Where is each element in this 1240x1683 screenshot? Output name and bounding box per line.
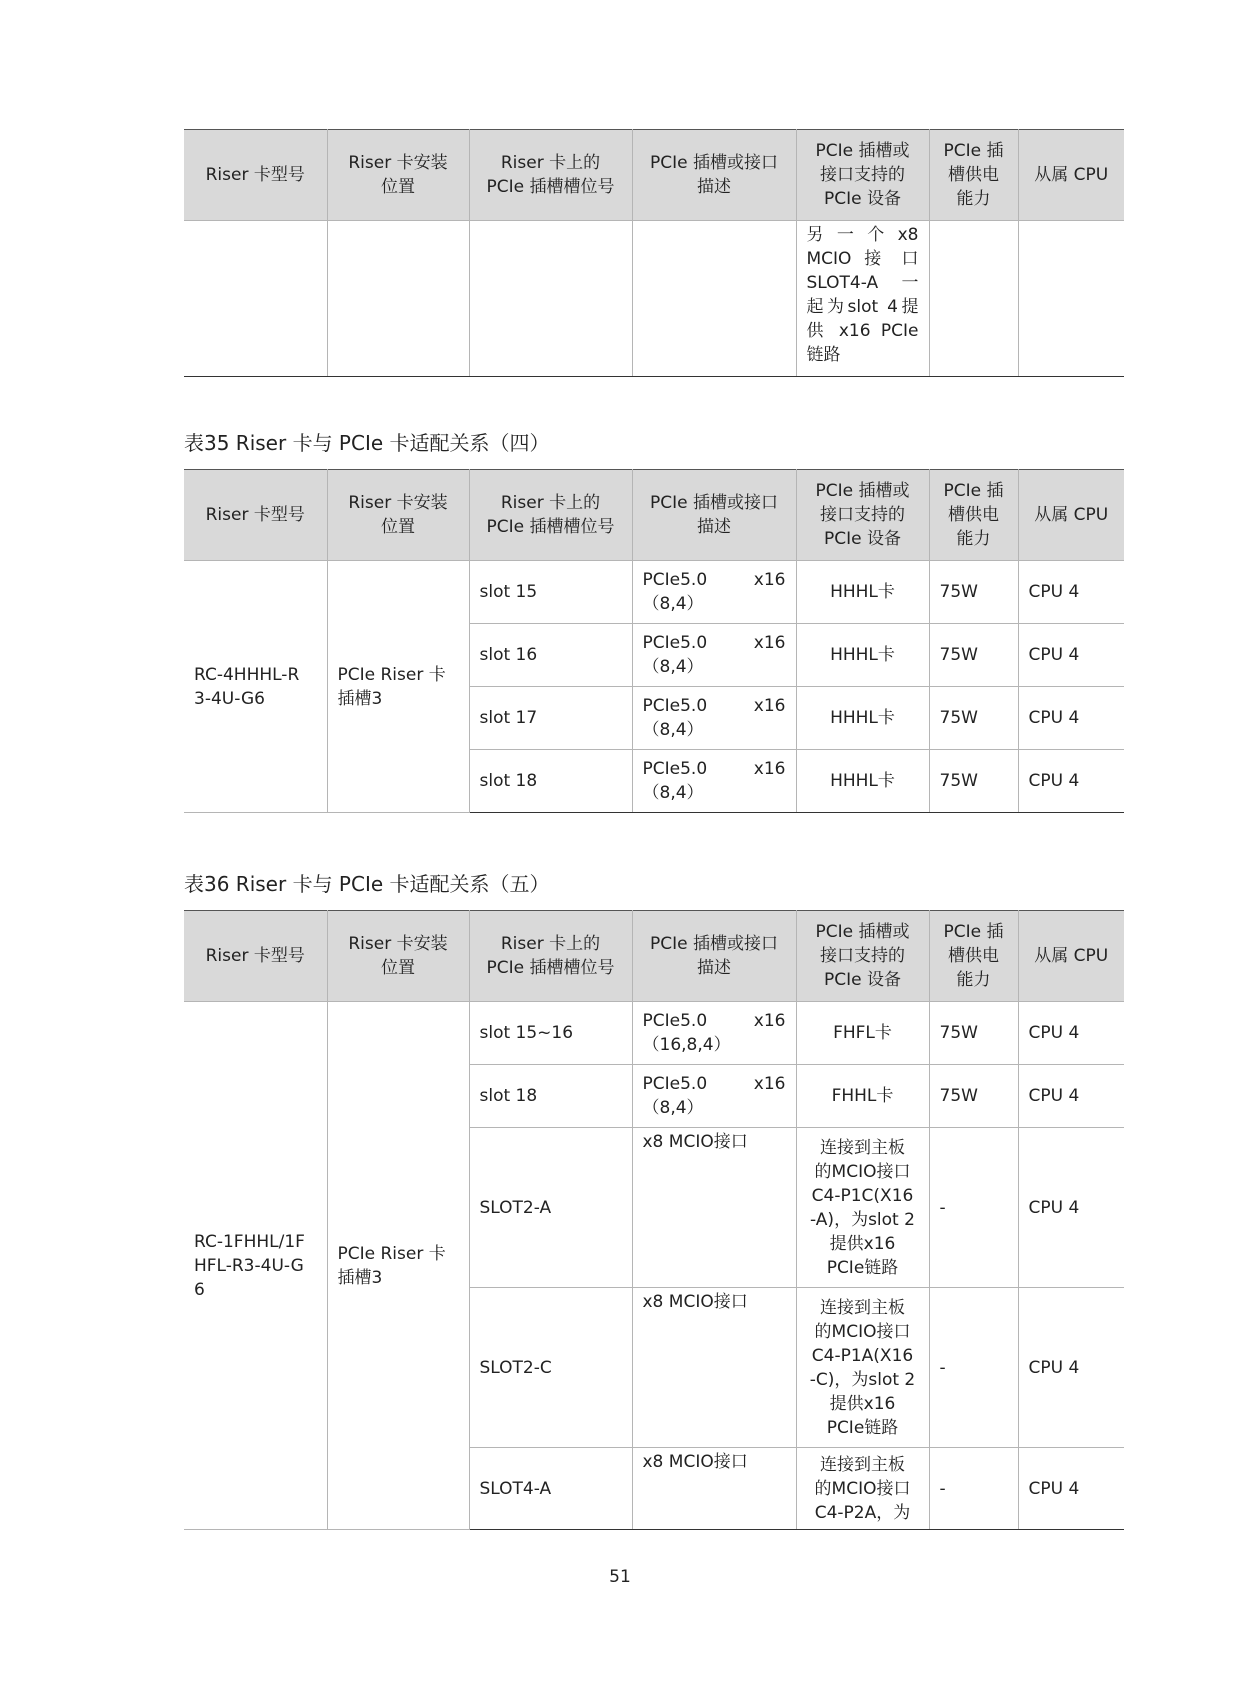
pcie-desc-cell: x8 MCIO接口 <box>632 1288 796 1448</box>
power-cell: - <box>929 1128 1018 1288</box>
pcie-width: x16 <box>753 696 786 716</box>
description-line: 供 x16 PCIe <box>806 321 919 341</box>
column-header: Riser 卡上的 PCIe 插槽槽位号 <box>469 470 632 561</box>
column-header: PCIe 插槽或接口 描述 <box>632 911 796 1002</box>
pcie-version: PCIe5.0 <box>642 633 708 653</box>
table-row <box>184 1002 1124 1065</box>
cpu-cell: CPU 4 <box>1018 1448 1124 1530</box>
column-header: Riser 卡上的 PCIe 插槽槽位号 <box>469 130 632 221</box>
pcie-desc-cell <box>632 561 796 624</box>
pcie-lanes: （8,4） <box>642 594 704 614</box>
column-header: PCIe 插槽或接口 描述 <box>632 470 796 561</box>
cpu-cell: CPU 4 <box>1018 687 1124 750</box>
continued-table <box>184 129 1124 377</box>
table-row <box>184 561 1124 624</box>
pcie-lanes: （8,4） <box>642 720 704 740</box>
riser-model-cell: RC-1FHHL/1F HFL-R3-4U-G 6 <box>184 1002 327 1530</box>
pcie-lanes: （8,4） <box>642 783 704 803</box>
cpu-cell: CPU 4 <box>1018 1065 1124 1128</box>
pcie-desc-cell <box>632 624 796 687</box>
slot-cell: SLOT4-A <box>469 1448 632 1530</box>
device-cell: HHHL卡 <box>796 687 929 750</box>
device-description-cell <box>796 221 929 377</box>
power-cell: 75W <box>929 687 1018 750</box>
device-cell: 连接到主板 的MCIO接口 C4-P1C(X16 -A)，为slot 2 提供x16 PCIe链路 <box>796 1128 929 1288</box>
pcie-width: x16 <box>753 570 786 590</box>
pcie-desc-cell <box>632 1065 796 1128</box>
pcie-version: PCIe5.0 <box>642 696 708 716</box>
column-header: PCIe 插槽或 接口支持的 PCIe 设备 <box>796 470 929 561</box>
column-header: PCIe 插槽或 接口支持的 PCIe 设备 <box>796 130 929 221</box>
table-cell <box>632 221 796 377</box>
power-cell: 75W <box>929 624 1018 687</box>
power-cell: 75W <box>929 561 1018 624</box>
table-row <box>184 221 1124 377</box>
slot-cell: slot 16 <box>469 624 632 687</box>
device-cell: HHHL卡 <box>796 624 929 687</box>
table36-caption: 表36 Riser 卡与 PCIe 卡适配关系（五） <box>184 872 550 896</box>
pcie-width: x16 <box>753 633 786 653</box>
description-line: MCIO 接 口 <box>806 249 919 269</box>
riser-position-cell: PCIe Riser 卡 插槽3 <box>327 561 469 813</box>
device-cell: FHFL卡 <box>796 1002 929 1065</box>
column-header: PCIe 插 槽供电 能力 <box>929 130 1018 221</box>
pcie-version: PCIe5.0 <box>642 570 708 590</box>
description-line: 起为slot 4提 <box>806 297 919 317</box>
pcie-version: PCIe5.0 <box>642 1011 708 1031</box>
table36 <box>184 910 1124 1530</box>
column-header: 从属 CPU <box>1018 470 1124 561</box>
table-cell <box>929 221 1018 377</box>
pcie-width: x16 <box>753 759 786 779</box>
table-cell <box>469 221 632 377</box>
pcie-lanes: （8,4） <box>642 657 704 677</box>
power-cell: 75W <box>929 1002 1018 1065</box>
power-cell: - <box>929 1448 1018 1530</box>
slot-cell: SLOT2-C <box>469 1288 632 1448</box>
pcie-width: x16 <box>753 1011 786 1031</box>
column-header: Riser 卡安装 位置 <box>327 911 469 1002</box>
slot-cell: slot 17 <box>469 687 632 750</box>
power-cell: - <box>929 1288 1018 1448</box>
pcie-version: PCIe5.0 <box>642 1074 708 1094</box>
cpu-cell: CPU 4 <box>1018 561 1124 624</box>
riser-model-cell: RC-4HHHL-R 3-4U-G6 <box>184 561 327 813</box>
column-header: PCIe 插槽或 接口支持的 PCIe 设备 <box>796 911 929 1002</box>
slot-cell: slot 15 <box>469 561 632 624</box>
pcie-version: PCIe5.0 <box>642 759 708 779</box>
device-cell: FHHL卡 <box>796 1065 929 1128</box>
cpu-cell: CPU 4 <box>1018 1002 1124 1065</box>
column-header: Riser 卡上的 PCIe 插槽槽位号 <box>469 911 632 1002</box>
power-cell: 75W <box>929 750 1018 813</box>
riser-position-cell: PCIe Riser 卡 插槽3 <box>327 1002 469 1530</box>
slot-cell: slot 15~16 <box>469 1002 632 1065</box>
power-cell: 75W <box>929 1065 1018 1128</box>
table-cell <box>327 221 469 377</box>
description-line: 链路 <box>806 345 841 365</box>
table-header-row <box>184 911 1124 1002</box>
table35 <box>184 469 1124 813</box>
table-cell <box>1018 221 1124 377</box>
pcie-lanes: （8,4） <box>642 1098 704 1118</box>
pcie-width: x16 <box>753 1074 786 1094</box>
table-header-row <box>184 470 1124 561</box>
column-header: Riser 卡型号 <box>184 470 327 561</box>
cpu-cell: CPU 4 <box>1018 750 1124 813</box>
column-header: PCIe 插槽或接口 描述 <box>632 130 796 221</box>
column-header: Riser 卡型号 <box>184 911 327 1002</box>
table-cell <box>184 221 327 377</box>
table-header-row <box>184 130 1124 221</box>
column-header: Riser 卡安装 位置 <box>327 130 469 221</box>
pcie-desc-cell: x8 MCIO接口 <box>632 1448 796 1530</box>
table35-caption: 表35 Riser 卡与 PCIe 卡适配关系（四） <box>184 431 550 455</box>
description-line: SLOT4-A 一 <box>806 273 919 293</box>
device-cell: HHHL卡 <box>796 750 929 813</box>
column-header: PCIe 插 槽供电 能力 <box>929 911 1018 1002</box>
pcie-desc-cell <box>632 1002 796 1065</box>
pcie-desc-cell: x8 MCIO接口 <box>632 1128 796 1288</box>
column-header: 从属 CPU <box>1018 911 1124 1002</box>
cpu-cell: CPU 4 <box>1018 1128 1124 1288</box>
slot-cell: SLOT2-A <box>469 1128 632 1288</box>
device-cell: 连接到主板 的MCIO接口 C4-P2A，为 <box>796 1448 929 1530</box>
column-header: 从属 CPU <box>1018 130 1124 221</box>
column-header: Riser 卡型号 <box>184 130 327 221</box>
device-cell: HHHL卡 <box>796 561 929 624</box>
column-header: Riser 卡安装 位置 <box>327 470 469 561</box>
pcie-desc-cell <box>632 750 796 813</box>
cpu-cell: CPU 4 <box>1018 1288 1124 1448</box>
pcie-desc-cell <box>632 687 796 750</box>
description-line: 另 一 个 x8 <box>806 225 919 245</box>
page-number: 51 <box>609 1567 631 1587</box>
slot-cell: slot 18 <box>469 750 632 813</box>
column-header: PCIe 插 槽供电 能力 <box>929 470 1018 561</box>
pcie-lanes: （16,8,4） <box>642 1035 731 1055</box>
slot-cell: slot 18 <box>469 1065 632 1128</box>
cpu-cell: CPU 4 <box>1018 624 1124 687</box>
device-cell: 连接到主板 的MCIO接口 C4-P1A(X16 -C)，为slot 2 提供x16 PCIe链路 <box>796 1288 929 1448</box>
